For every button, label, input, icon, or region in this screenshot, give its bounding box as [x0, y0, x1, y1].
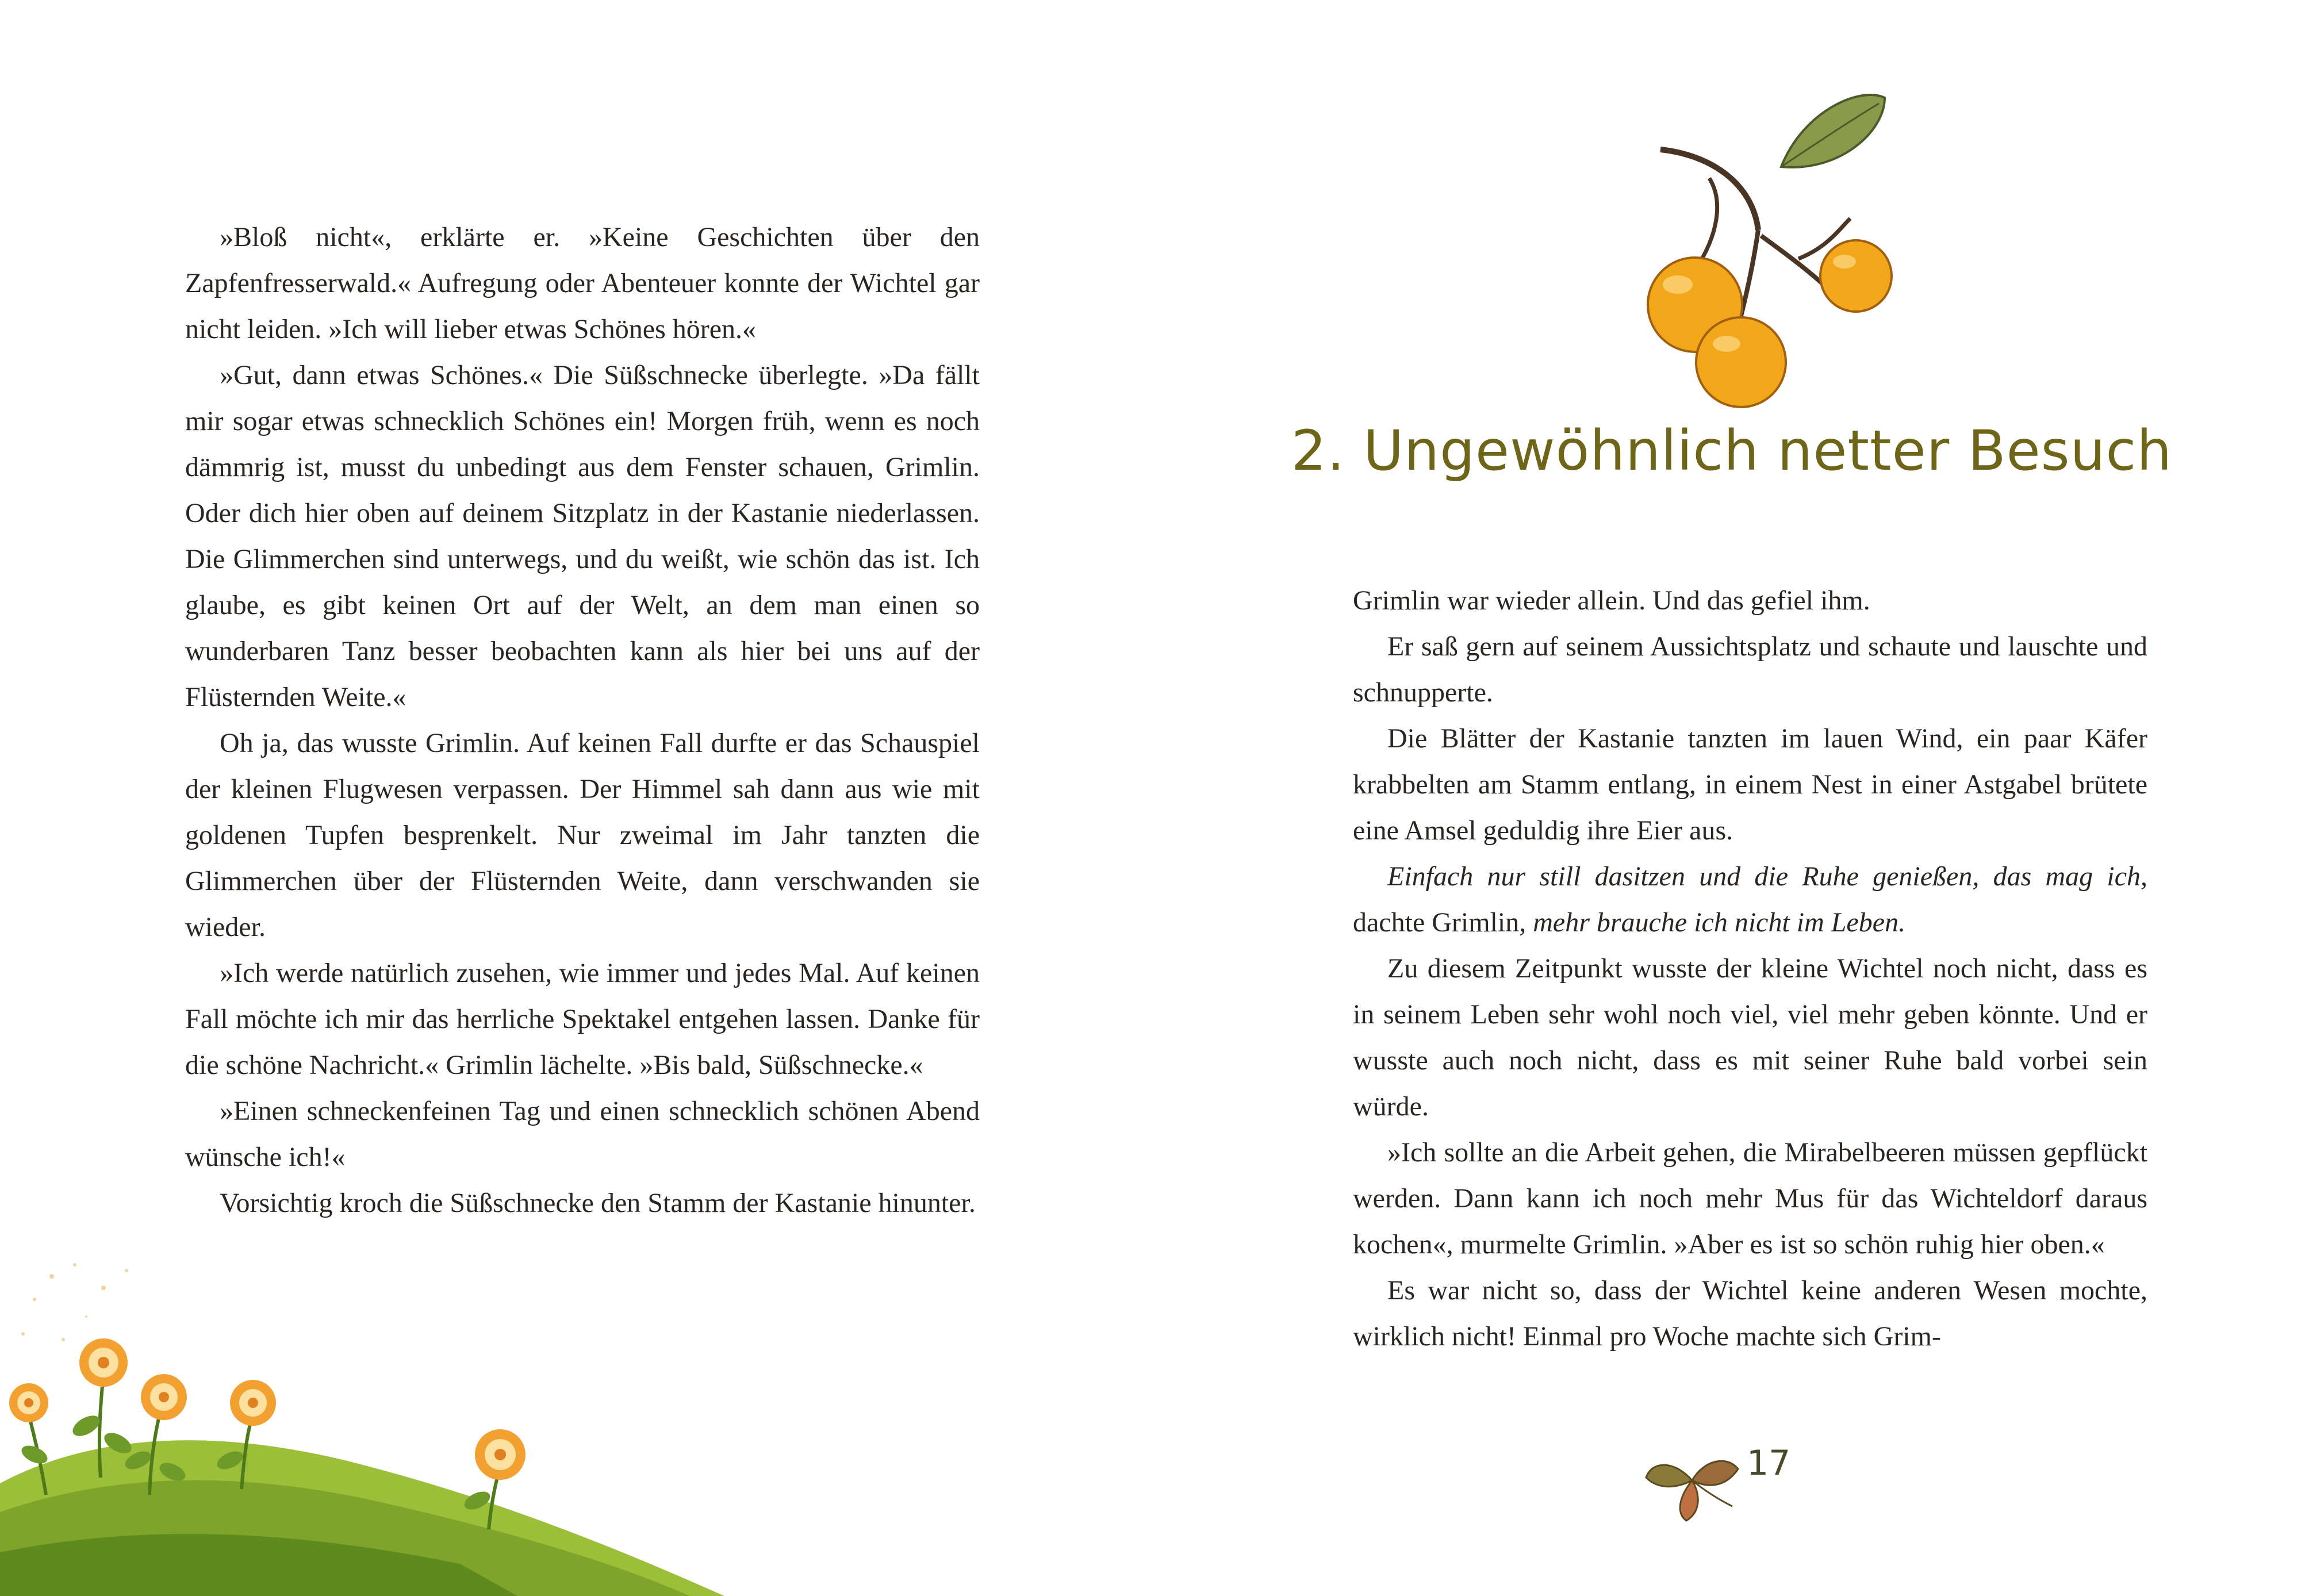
italic-thought: mehr brauche ich nicht im Leben.	[1533, 907, 1906, 938]
paragraph: Er saß gern auf seinem Aussichtsplatz und schaute und lauschte und schnupperte.	[1353, 631, 2147, 708]
paragraph: »Bloß nicht«, erklärte er. »Keine Geschichten über den Zapfenfresserwald.« Aufregung oder Abenteuer konnte der Wichtel gar nicht leiden. »Ich will lieber etwas Schönes hören.«	[185, 222, 980, 344]
chapter-title: 2. Ungewöhnlich netter Besuch	[1291, 419, 2173, 483]
paragraph: Zu diesem Zeitpunkt wusste der kleine Wichtel noch nicht, dass es in seinem Leben sehr wohl noch viel, viel mehr geben könnte. Und er wusste auch noch nicht, dass es mit seiner Ruhe bald vorbei sein würde.	[1353, 953, 2147, 1122]
paragraph: »Ich sollte an die Arbeit gehen, die Mirabelbeeren müssen gepflückt werden. Dann kann ich noch mehr Mus für das Wichteldorf daraus kochen«, murmelte Grimlin. »Aber es ist so schön ruhig hier oben.«	[1353, 1137, 2147, 1260]
paragraph: Vorsichtig kroch die Süßschnecke den Stamm der Kastanie hinunter.	[220, 1188, 976, 1218]
paragraph: Oh ja, das wusste Grimlin. Auf keinen Fall durfte er das Schauspiel der kleinen Flugwesen verpassen. Der Himmel sah dann aus wie mit goldenen Tupfen besprenkelt. Nur zweimal im Jahr tanzten die Glimmerchen über der Flüsternden Weite, dann verschwanden sie wieder.	[185, 728, 980, 942]
page-number: 17	[1747, 1443, 1791, 1483]
narration: dachte Grimlin,	[1353, 907, 1533, 938]
paragraph: Es war nicht so, dass der Wichtel keine anderen Wesen mochte, wirklich nicht! Einmal pro Woche machte sich Grim-	[1353, 1275, 2147, 1352]
paragraph: »Einen schneckenfeinen Tag und einen schnecklich schönen Abend wünsche ich!«	[185, 1096, 980, 1172]
right-page	[1154, 0, 2309, 1596]
page-number-ornament	[1640, 1432, 1791, 1535]
paragraph: »Ich werde natürlich zusehen, wie immer und jedes Mal. Auf keinen Fall möchte ich mir das herrliche Spektakel entgehen lassen. Danke für die schöne Nachricht.« Grimlin lächelte. »Bis bald, Süßschnecke.«	[185, 958, 980, 1080]
paragraph: Grimlin war wieder allein. Und das gefiel ihm.	[1353, 585, 1870, 616]
meadow-flowers-illustration	[0, 1253, 724, 1596]
left-page	[0, 0, 1154, 1596]
paragraph-mixed	[1353, 854, 2147, 946]
paragraph: Die Blätter der Kastanie tanzten im lauen Wind, ein paar Käfer krabbelten am Stamm entlang, in einem Nest in einer Astgabel brütete eine Amsel geduldig ihre Eier aus.	[1353, 723, 2147, 846]
right-page-text	[1353, 578, 2147, 1360]
leaf-icon	[1640, 1437, 1744, 1524]
mirabelle-branch-illustration	[1609, 86, 1908, 408]
left-page-text	[185, 214, 980, 1226]
italic-thought: Einfach nur still dasitzen und die Ruhe genießen, das mag ich,	[1387, 861, 2147, 892]
paragraph: »Gut, dann etwas Schönes.« Die Süßschnecke überlegte. »Da fällt mir sogar etwas schnecklich Schönes ein! Morgen früh, wenn es noch dämmrig ist, musst du unbedingt aus dem Fenster schauen, Grimlin. Oder dich hier oben auf deinem Sitzplatz in der Kastanie niederlassen. Die Glimmerchen sind unterwegs, und du weißt, wie schön das ist. Ich glaube, es gibt keinen Ort auf der Welt, an dem man einen so wunderbaren Tanz besser beobachten kann als hier bei uns auf der Flüsternden Weite.«	[185, 360, 980, 712]
